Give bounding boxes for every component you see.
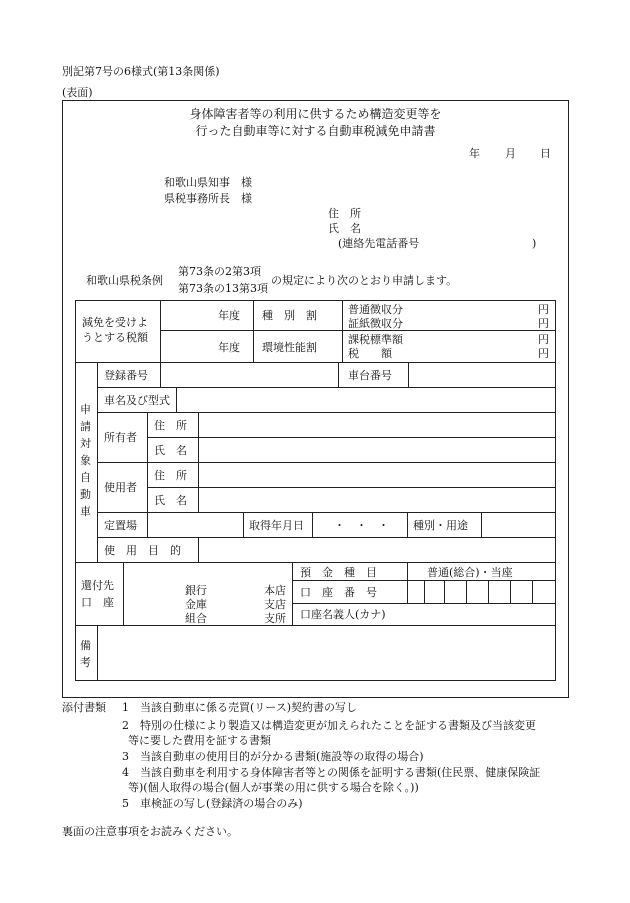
- attachment-text-1: 当該自動車に係る売買(リース)契約書の写し: [140, 701, 358, 714]
- attachment-num-2: 2: [122, 719, 129, 732]
- tax-taxable-base: 課税標準額: [348, 333, 403, 346]
- user-address-label: 住 所: [154, 469, 187, 482]
- vehicle-vertical-7: 車: [80, 505, 91, 518]
- acquired-date-dots: ・ ・ ・: [334, 519, 389, 532]
- ordinance-prefix: 和歌山県税条例: [86, 274, 163, 287]
- addressee-governor: 和歌山県知事 様: [164, 176, 252, 189]
- applicant-phone-label: (連絡先電話番号: [338, 237, 420, 250]
- yen-2: 円: [538, 317, 549, 330]
- date-year: 年: [469, 147, 480, 160]
- attachment-text-2-cont: 等に要した費用を証する書類: [128, 734, 271, 747]
- applicant-phone-close: ): [532, 237, 537, 250]
- tax-label-line-2: うとする税額: [82, 331, 148, 344]
- tax-amount: 税 額: [348, 347, 392, 360]
- shinkin-label: 金庫: [185, 598, 207, 611]
- sub-branch-label: 支所: [264, 612, 286, 625]
- owner-address-label: 住 所: [154, 419, 187, 432]
- tax-type-kind: 種 別 割: [262, 309, 317, 322]
- yen-1: 円: [538, 303, 549, 316]
- tax-regular-collection: 普通徴収分: [348, 303, 403, 316]
- tax-year-2: 年度: [218, 341, 240, 354]
- acquired-date-label: 取得年月日: [249, 519, 304, 532]
- vehicle-vertical-6: 動: [80, 488, 91, 501]
- yen-3: 円: [538, 333, 549, 346]
- attachment-text-3: 当該自動車の使用目的が分かる書類(施設等の取得の場合): [140, 750, 424, 763]
- vehicle-vertical-3: 対: [80, 437, 91, 450]
- deposit-type-value: 普通(総合)・当座: [427, 566, 513, 579]
- front-side-label: (表面): [62, 86, 93, 99]
- attachment-text-4: 当該自動車を利用する身体障害者等との関係を証明する書類(住民票、健康保険証: [140, 766, 541, 779]
- owner-name-label: 氏 名: [154, 444, 187, 457]
- attachments-label: 添付書類: [62, 701, 106, 714]
- storage-place-label: 定置場: [104, 519, 137, 532]
- vehicle-vertical-5: 自: [80, 471, 91, 484]
- refund-label-1: 還付先: [81, 579, 114, 592]
- chassis-number-label: 車台番号: [348, 369, 392, 382]
- attachment-num-5: 5: [122, 797, 129, 810]
- date-day: 日: [540, 147, 551, 160]
- attachment-text-2: 特別の仕様により製造又は構造変更が加えられたことを証する書類及び当該変更: [140, 719, 536, 732]
- vehicle-vertical-1: 申: [80, 403, 91, 416]
- registration-number-label: 登録番号: [104, 369, 148, 382]
- ordinance-suffix: の規定により次のとおり申請します。: [271, 274, 458, 287]
- branch-label: 支店: [264, 598, 286, 611]
- deposit-type-label: 預 金 種 目: [300, 566, 377, 579]
- tax-year-1: 年度: [218, 309, 240, 322]
- applicant-address-label: 住 所: [328, 207, 361, 220]
- attachment-num-3: 3: [122, 750, 129, 763]
- tax-type-environment: 環境性能割: [262, 341, 317, 354]
- user-label: 使用者: [104, 481, 137, 494]
- tax-stamp-collection: 証紙徴収分: [348, 317, 403, 330]
- yen-4: 円: [538, 347, 549, 360]
- refund-label-2: 口 座: [81, 596, 114, 609]
- bank-label: 銀行: [185, 584, 207, 597]
- vehicle-model-label: 車名及び型式: [104, 394, 170, 407]
- applicant-name-label: 氏 名: [328, 222, 361, 235]
- ordinance-article-2: 第73条の13第3項: [178, 282, 268, 295]
- account-holder-label: 口座名義人(カナ): [300, 608, 386, 621]
- attachment-text-5: 車検証の写し(登録済の場合のみ): [140, 797, 303, 810]
- remarks-label-2: 考: [80, 656, 91, 669]
- head-office-label: 本店: [264, 584, 286, 597]
- addressee-office: 県税事務所長 様: [164, 192, 252, 205]
- title-line-2: 行った自動車等に対する自動車税減免申請書: [195, 124, 436, 138]
- remarks-label-1: 備: [80, 639, 91, 652]
- back-side-note: 裏面の注意事項をお読みください。: [62, 825, 238, 838]
- form-number: 別記第7号の6様式(第13条関係): [62, 65, 220, 78]
- type-use-label: 種別・用途: [413, 519, 468, 532]
- vehicle-vertical-2: 請: [80, 420, 91, 433]
- attachment-num-4: 4: [122, 766, 129, 779]
- kumiai-label: 組合: [185, 612, 207, 625]
- owner-label: 所有者: [104, 431, 137, 444]
- attachment-text-4-cont: 等)(個人取得の場合(個人が事業の用に供する場合を除く。)): [128, 781, 419, 794]
- account-number-label: 口 座 番 号: [300, 586, 377, 599]
- tax-label-line-1: 減免を受けよ: [82, 316, 148, 329]
- vehicle-vertical-4: 象: [80, 454, 91, 467]
- date-month: 月: [505, 147, 516, 160]
- ordinance-article-1: 第73条の2第3項: [178, 265, 261, 278]
- purpose-label: 使 用 目 的: [104, 544, 181, 557]
- user-name-label: 氏 名: [154, 494, 187, 507]
- attachment-num-1: 1: [122, 701, 129, 714]
- title-line-1: 身体障害者等の利用に供するため構造変更等を: [189, 107, 442, 121]
